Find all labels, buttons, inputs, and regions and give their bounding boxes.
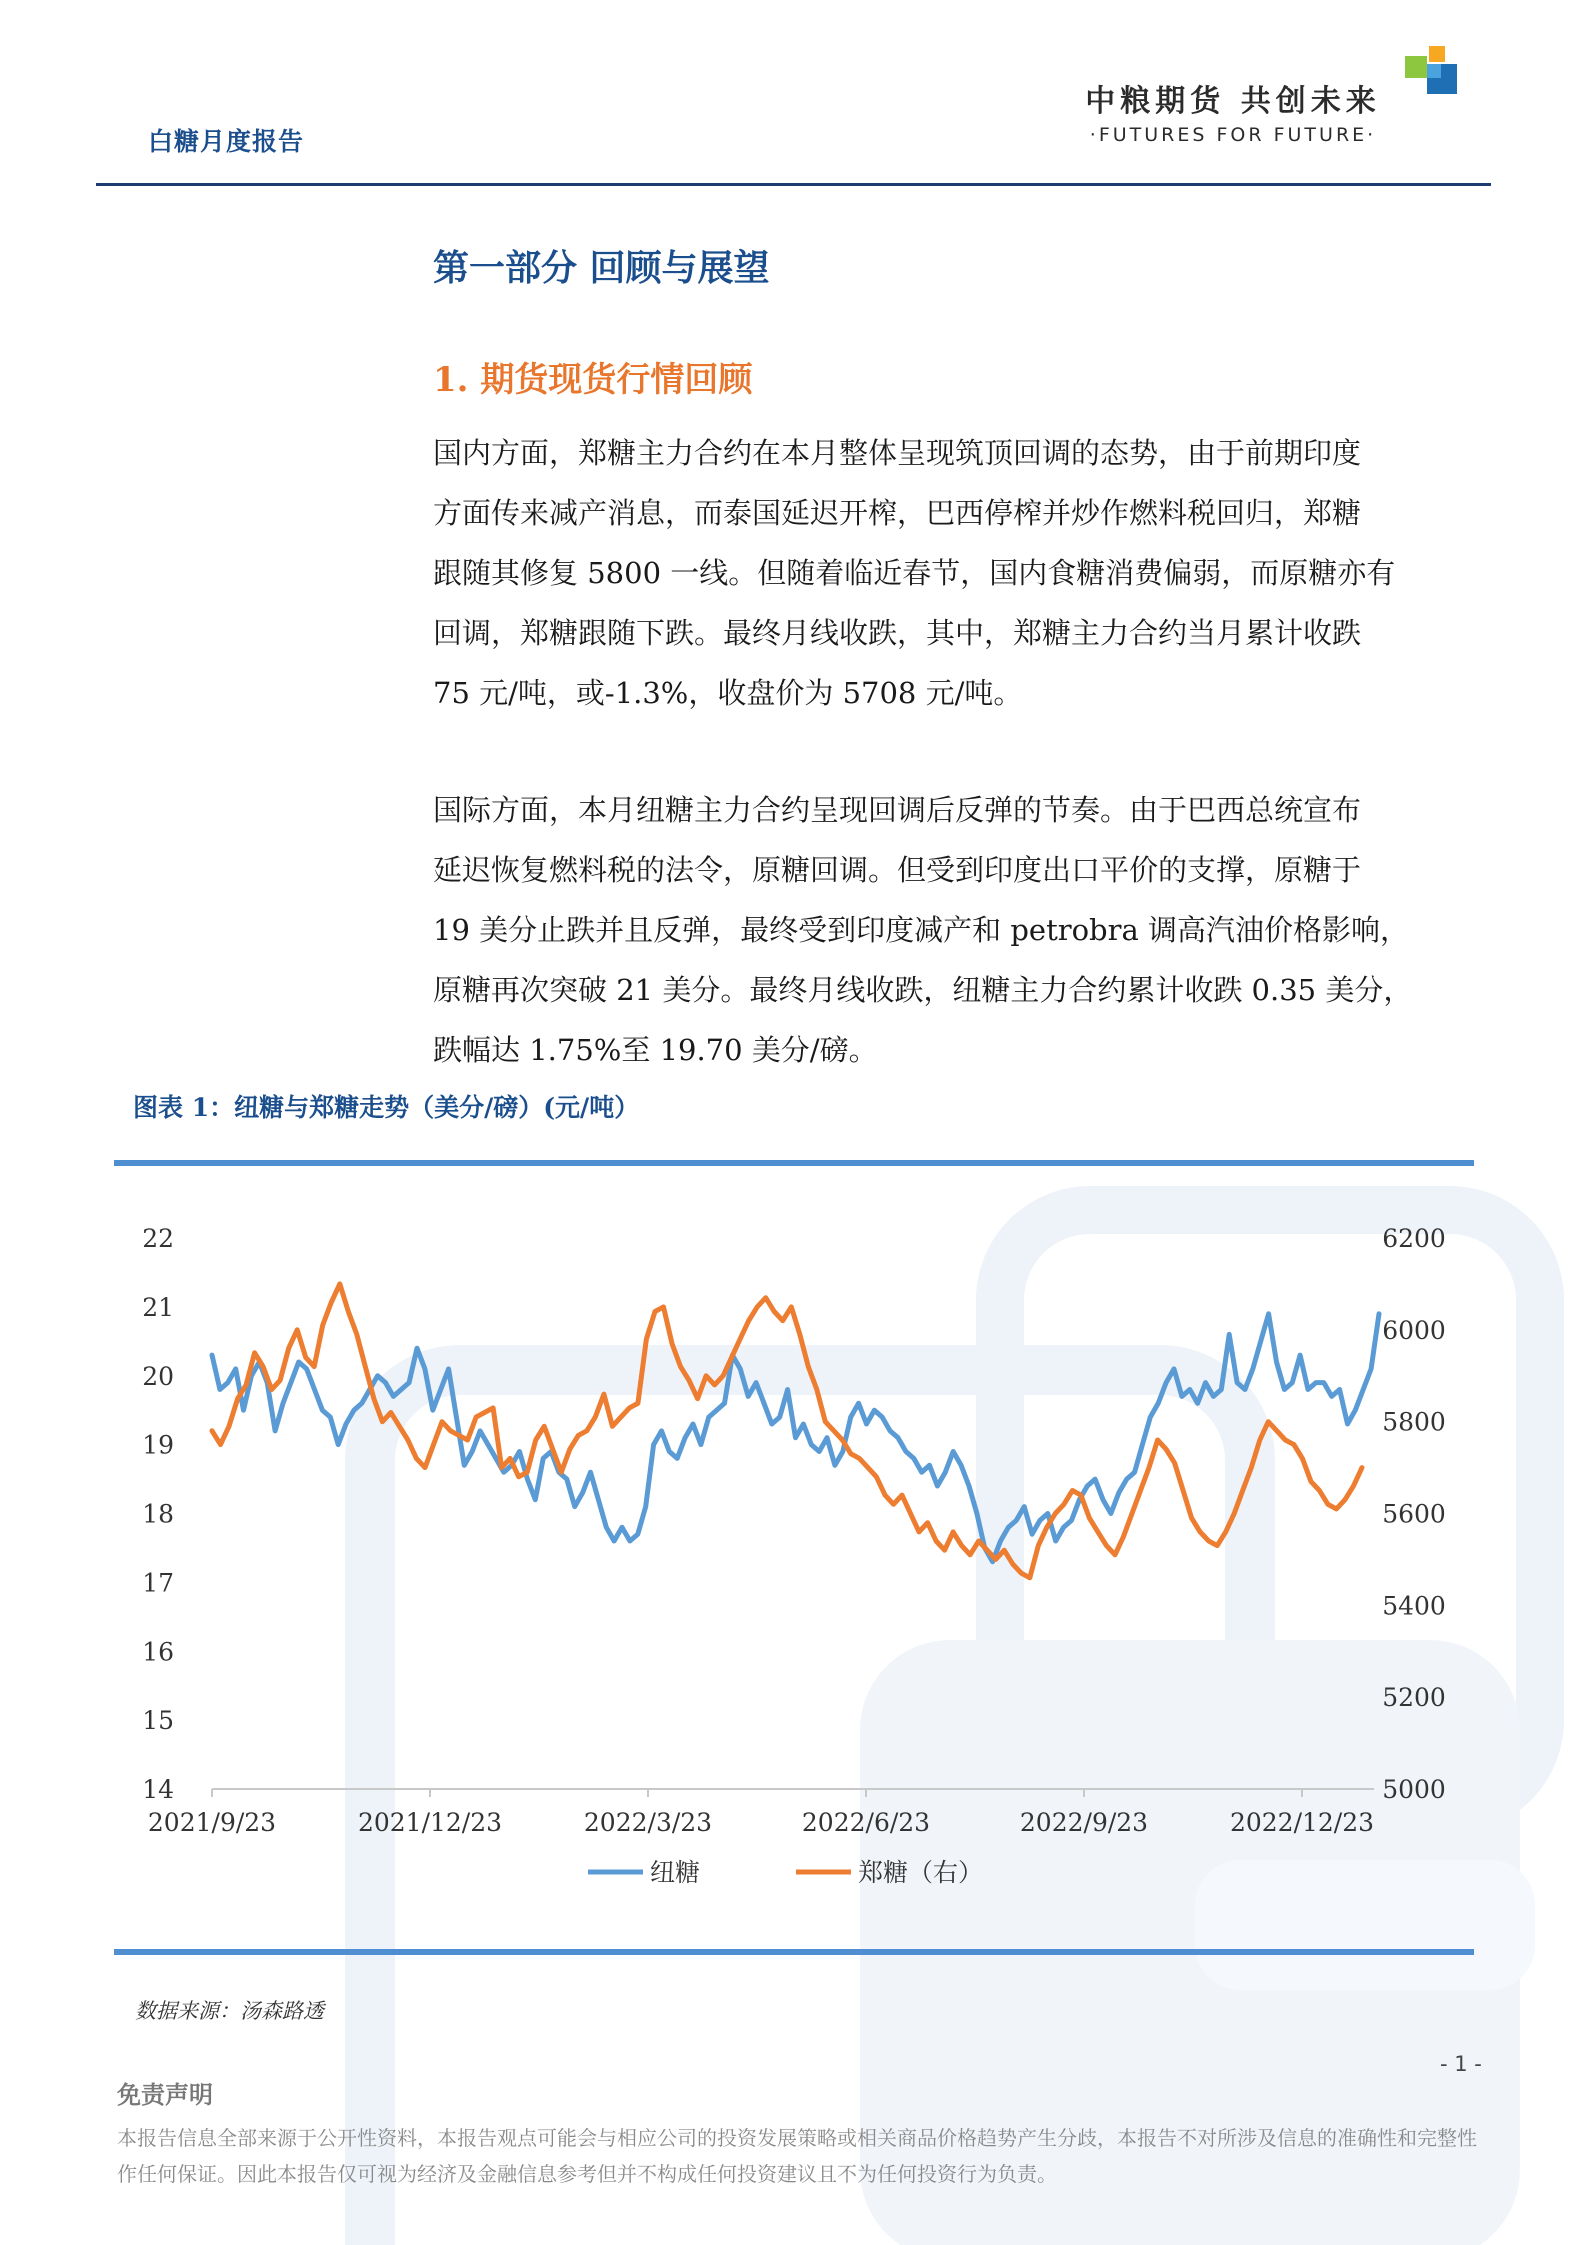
series-line-ice-sugar xyxy=(212,1314,1379,1562)
x-tick-label: 2022/12/23 xyxy=(1229,1808,1375,1837)
x-tick-label: 2022/9/23 xyxy=(1019,1808,1149,1837)
y-right-tick-label: 5000 xyxy=(1382,1775,1446,1804)
figure-caption: 图表 1：纽糖与郑糖走势（美分/磅）(元/吨） xyxy=(133,1093,640,1122)
brand-block xyxy=(1063,76,1403,146)
paragraph-domestic: 国内方面，郑糖主力合约在本月整体呈现筑顶回调的态势，由于前期印度 方面传来减产消息，而泰国延迟开榨，巴西停榨并炒作燃料税回归，郑糖 跟随其修复 5800 一线。但随着临近春节，国内食糖消费偏弱，而原糖亦有 回调，郑糖跟随下跌。最终月线收跌，其中，郑糖主力合约当月累计收跌 75 元/吨，或-1.3%，收盘价为 5708 元/吨。 xyxy=(433,436,1396,710)
paragraph-international: 国际方面，本月纽糖主力合约呈现回调后反弹的节奏。由于巴西总统宣布 延迟恢复燃料税的法令，原糖回调。但受到印度出口平价的支撑，原糖于 19 美分止跌并且反弹，最终受到印度减产和 petrobra 调高汽油价格影响， 原糖再次突破 21 美分。最终月线收跌，纽糖主力合约累计收跌 0.35 美分， 跌幅达 1.75%至 19.70 美分/磅。 xyxy=(433,793,1413,1067)
x-tick-label: 2022/6/23 xyxy=(801,1808,931,1837)
report-title: 白糖月度报告 xyxy=(148,127,305,156)
header-divider xyxy=(96,183,1491,186)
y-left-tick-label: 17 xyxy=(142,1568,174,1598)
figure-top-rule xyxy=(114,1160,1474,1166)
series-line-zce-sugar xyxy=(212,1284,1362,1578)
section-title: 第一部分 回顾与展望 xyxy=(433,247,770,289)
y-right-tick-label: 5600 xyxy=(1382,1499,1446,1529)
company-logo-icon xyxy=(1405,46,1457,98)
disclaimer-title: 免责声明 xyxy=(117,2080,213,2109)
y-right-tick-label: 6200 xyxy=(1382,1224,1446,1253)
x-tick-label: 2021/12/23 xyxy=(357,1808,503,1837)
data-source: 数据来源：汤森路透 xyxy=(135,1999,324,2023)
y-left-tick-label: 18 xyxy=(142,1499,174,1529)
y-right-tick-label: 5400 xyxy=(1382,1591,1446,1621)
y-left-tick-label: 16 xyxy=(142,1637,174,1667)
y-right-tick-label: 6000 xyxy=(1382,1315,1446,1345)
y-left-tick-label: 20 xyxy=(142,1361,174,1391)
sugar-price-chart xyxy=(114,1175,1474,1945)
subsection-title: 1. 期货现货行情回顾 xyxy=(433,360,753,400)
y-right-tick-label: 5800 xyxy=(1382,1407,1446,1437)
y-left-tick-label: 14 xyxy=(142,1775,174,1804)
legend-label: 郑糖（右） xyxy=(858,1858,984,1887)
x-tick-label: 2021/9/23 xyxy=(147,1808,277,1837)
y-left-tick-label: 19 xyxy=(142,1430,174,1460)
x-tick-label: 2022/3/23 xyxy=(583,1808,713,1837)
legend-label: 纽糖 xyxy=(650,1858,701,1887)
figure-bottom-rule xyxy=(114,1949,1474,1955)
y-right-tick-label: 5200 xyxy=(1382,1683,1446,1713)
y-left-tick-label: 21 xyxy=(142,1292,174,1322)
brand-slogan: 中粮期货 共创未来 xyxy=(1085,84,1381,119)
brand-tagline: ·FUTURES FOR FUTURE· xyxy=(1089,124,1377,146)
y-left-tick-label: 22 xyxy=(142,1224,174,1253)
y-left-tick-label: 15 xyxy=(142,1706,174,1736)
page-number: - 1 - xyxy=(1440,2052,1482,2076)
disclaimer-text: 本报告信息全部来源于公开性资料，本报告观点可能会与相应公司的投资发展策略或相关商品价格趋势产生分歧，本报告不对所涉及信息的准确性和完整性作任何保证。因此本报告仅可视为经济及金融信息参考但并不构成任何投资建议且不为任何投资行为负责。 xyxy=(117,2126,1477,2186)
